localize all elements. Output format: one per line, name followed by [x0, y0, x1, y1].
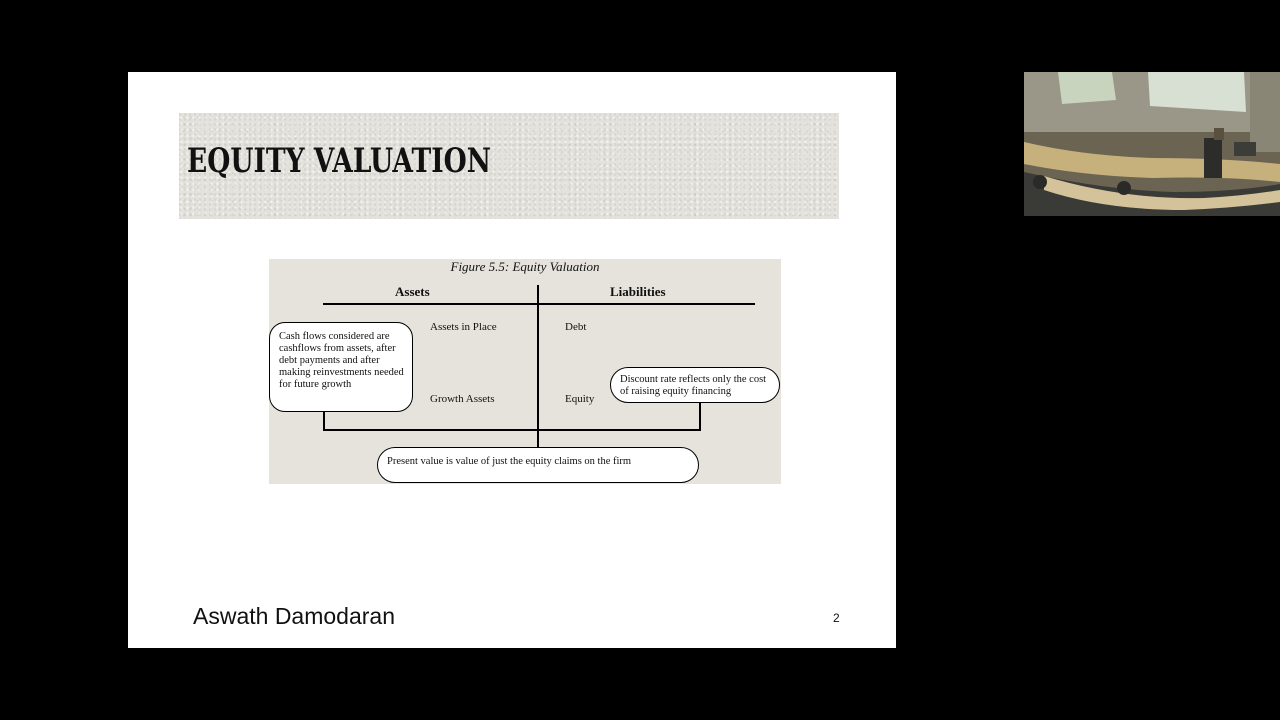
growth-assets-label: Growth Assets: [430, 393, 495, 405]
classroom-video-frame: [1024, 72, 1280, 216]
page-number: 2: [833, 611, 840, 625]
equity-label: Equity: [565, 393, 595, 405]
right-connector-line: [699, 399, 701, 431]
assets-in-place-label: Assets in Place: [430, 321, 497, 333]
projection-screen-right: [1148, 72, 1246, 112]
balance-sheet-center-line: [537, 285, 539, 447]
slide-title: EQUITY VALUATION: [187, 141, 491, 181]
balance-sheet-top-line: [323, 303, 755, 305]
figure-caption: Figure 5.5: Equity Valuation: [450, 259, 600, 274]
cashflow-note: Cash flows considered are cashflows from assets, after debt payments and after making reinvestments needed for future growth: [269, 322, 413, 412]
author-name: Aswath Damodaran: [193, 603, 395, 629]
equity-valuation-figure: [269, 259, 781, 484]
present-value-note: Present value is value of just the equity claims on the firm: [377, 447, 699, 483]
balance-sheet-bottom-line: [323, 429, 701, 431]
liabilities-header: Liabilities: [610, 284, 666, 299]
discount-rate-note: Discount rate reflects only the cost of raising equity financing: [610, 367, 780, 403]
debt-label: Debt: [565, 321, 587, 333]
title-band: [179, 113, 839, 219]
left-connector-line: [323, 411, 325, 431]
presentation-slide: [128, 72, 896, 648]
assets-header: Assets: [395, 284, 430, 299]
lecture-video-thumbnail[interactable]: [1024, 72, 1280, 216]
projection-screen-left: [1058, 72, 1116, 104]
